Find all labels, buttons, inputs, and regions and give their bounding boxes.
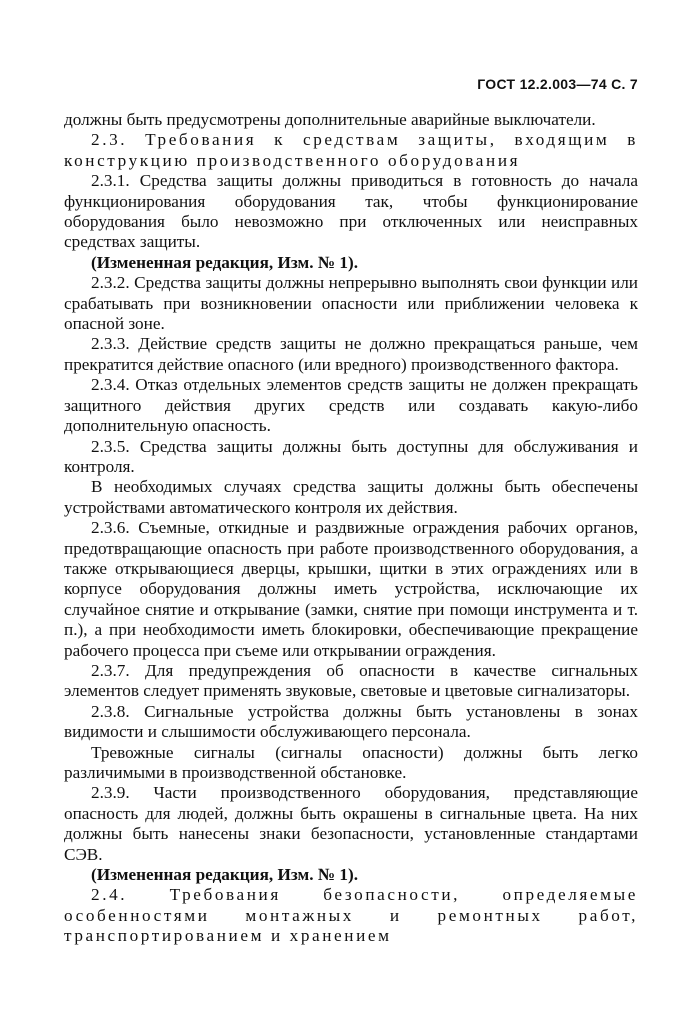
page-header: ГОСТ 12.2.003—74 С. 7 [477,76,638,92]
clause-2-3-4: 2.3.4. Отказ отдельных элементов средств защиты не должен прекращать защитного действия других средств или создавать какую-либо дополнительную опасность. [64,375,638,436]
section-heading-2-4: 2.4. Требования безопасности, определяемые особенностями монтажных и ремонтных работ, транспортированием и хранением [64,885,638,946]
clause-2-3-5: 2.3.5. Средства защиты должны быть доступны для обслуживания и контроля. [64,436,638,476]
clause-2-3-8-continued: Тревожные сигналы (сигналы опасности) должны быть легко различимыми в производственной обстановке. [64,742,638,782]
clause-2-3-8: 2.3.8. Сигнальные устройства должны быть установлены в зонах видимости и слышимости обслуживающего персонала. [64,701,638,742]
clause-2-3-9: 2.3.9. Части производственного оборудования, представляющие опасность для людей, должны быть окрашены в сигнальные цвета. На них должны быть нанесены знаки безопасности, установленные стандартами СЭВ. [64,783,638,864]
clause-2-3-5-continued: В необходимых случаях средства защиты должны быть обеспечены устройствами автоматического контроля их действия. [64,477,638,517]
page-body [64,110,638,947]
section-heading-2-3: 2.3. Требования к средствам защиты, входящим в конструкцию производственного оборудования [64,130,638,170]
clause-2-3-1: 2.3.1. Средства защиты должны приводиться в готовность до начала функционирования оборудования так, чтобы функционирование оборудования было невозможно при отключенных или неисправных средствах защиты. [64,171,638,252]
clause-2-3-7: 2.3.7. Для предупреждения об опасности в качестве сигнальных элементов следует применять звуковые, световые и цветовые сигнализаторы. [64,660,638,701]
clause-2-3-6: 2.3.6. Съемные, откидные и раздвижные ограждения рабочих органов, предотвращающие опасность при работе производственного оборудования, а также открывающиеся дверцы, крышки, щитки в этих ограждениях или в корпусе оборудования должны иметь устройства, исключающие их случайное снятие и открывание (замки, снятие при помощи инструмента и т. п.), а при необходимости иметь блокировки, обеспечивающие прекращение рабочего процесса при съеме или открывании ограждения. [64,518,638,660]
amendment-note: (Измененная редакция, Изм. № 1). [91,865,358,885]
paragraph-continuation: должны быть предусмотрены дополнительные аварийные выключатели. [64,110,596,129]
clause-2-3-2: 2.3.2. Средства защиты должны непрерывно выполнять свои функции или срабатывать при возникновении опасности или приближении человека к опасной зоне. [64,273,638,334]
clause-2-3-3: 2.3.3. Действие средств защиты не должно прекращаться раньше, чем прекратится действие опасного (или вредного) производственного фактора. [64,334,638,374]
amendment-note: (Измененная редакция, Изм. № 1). [91,252,358,272]
